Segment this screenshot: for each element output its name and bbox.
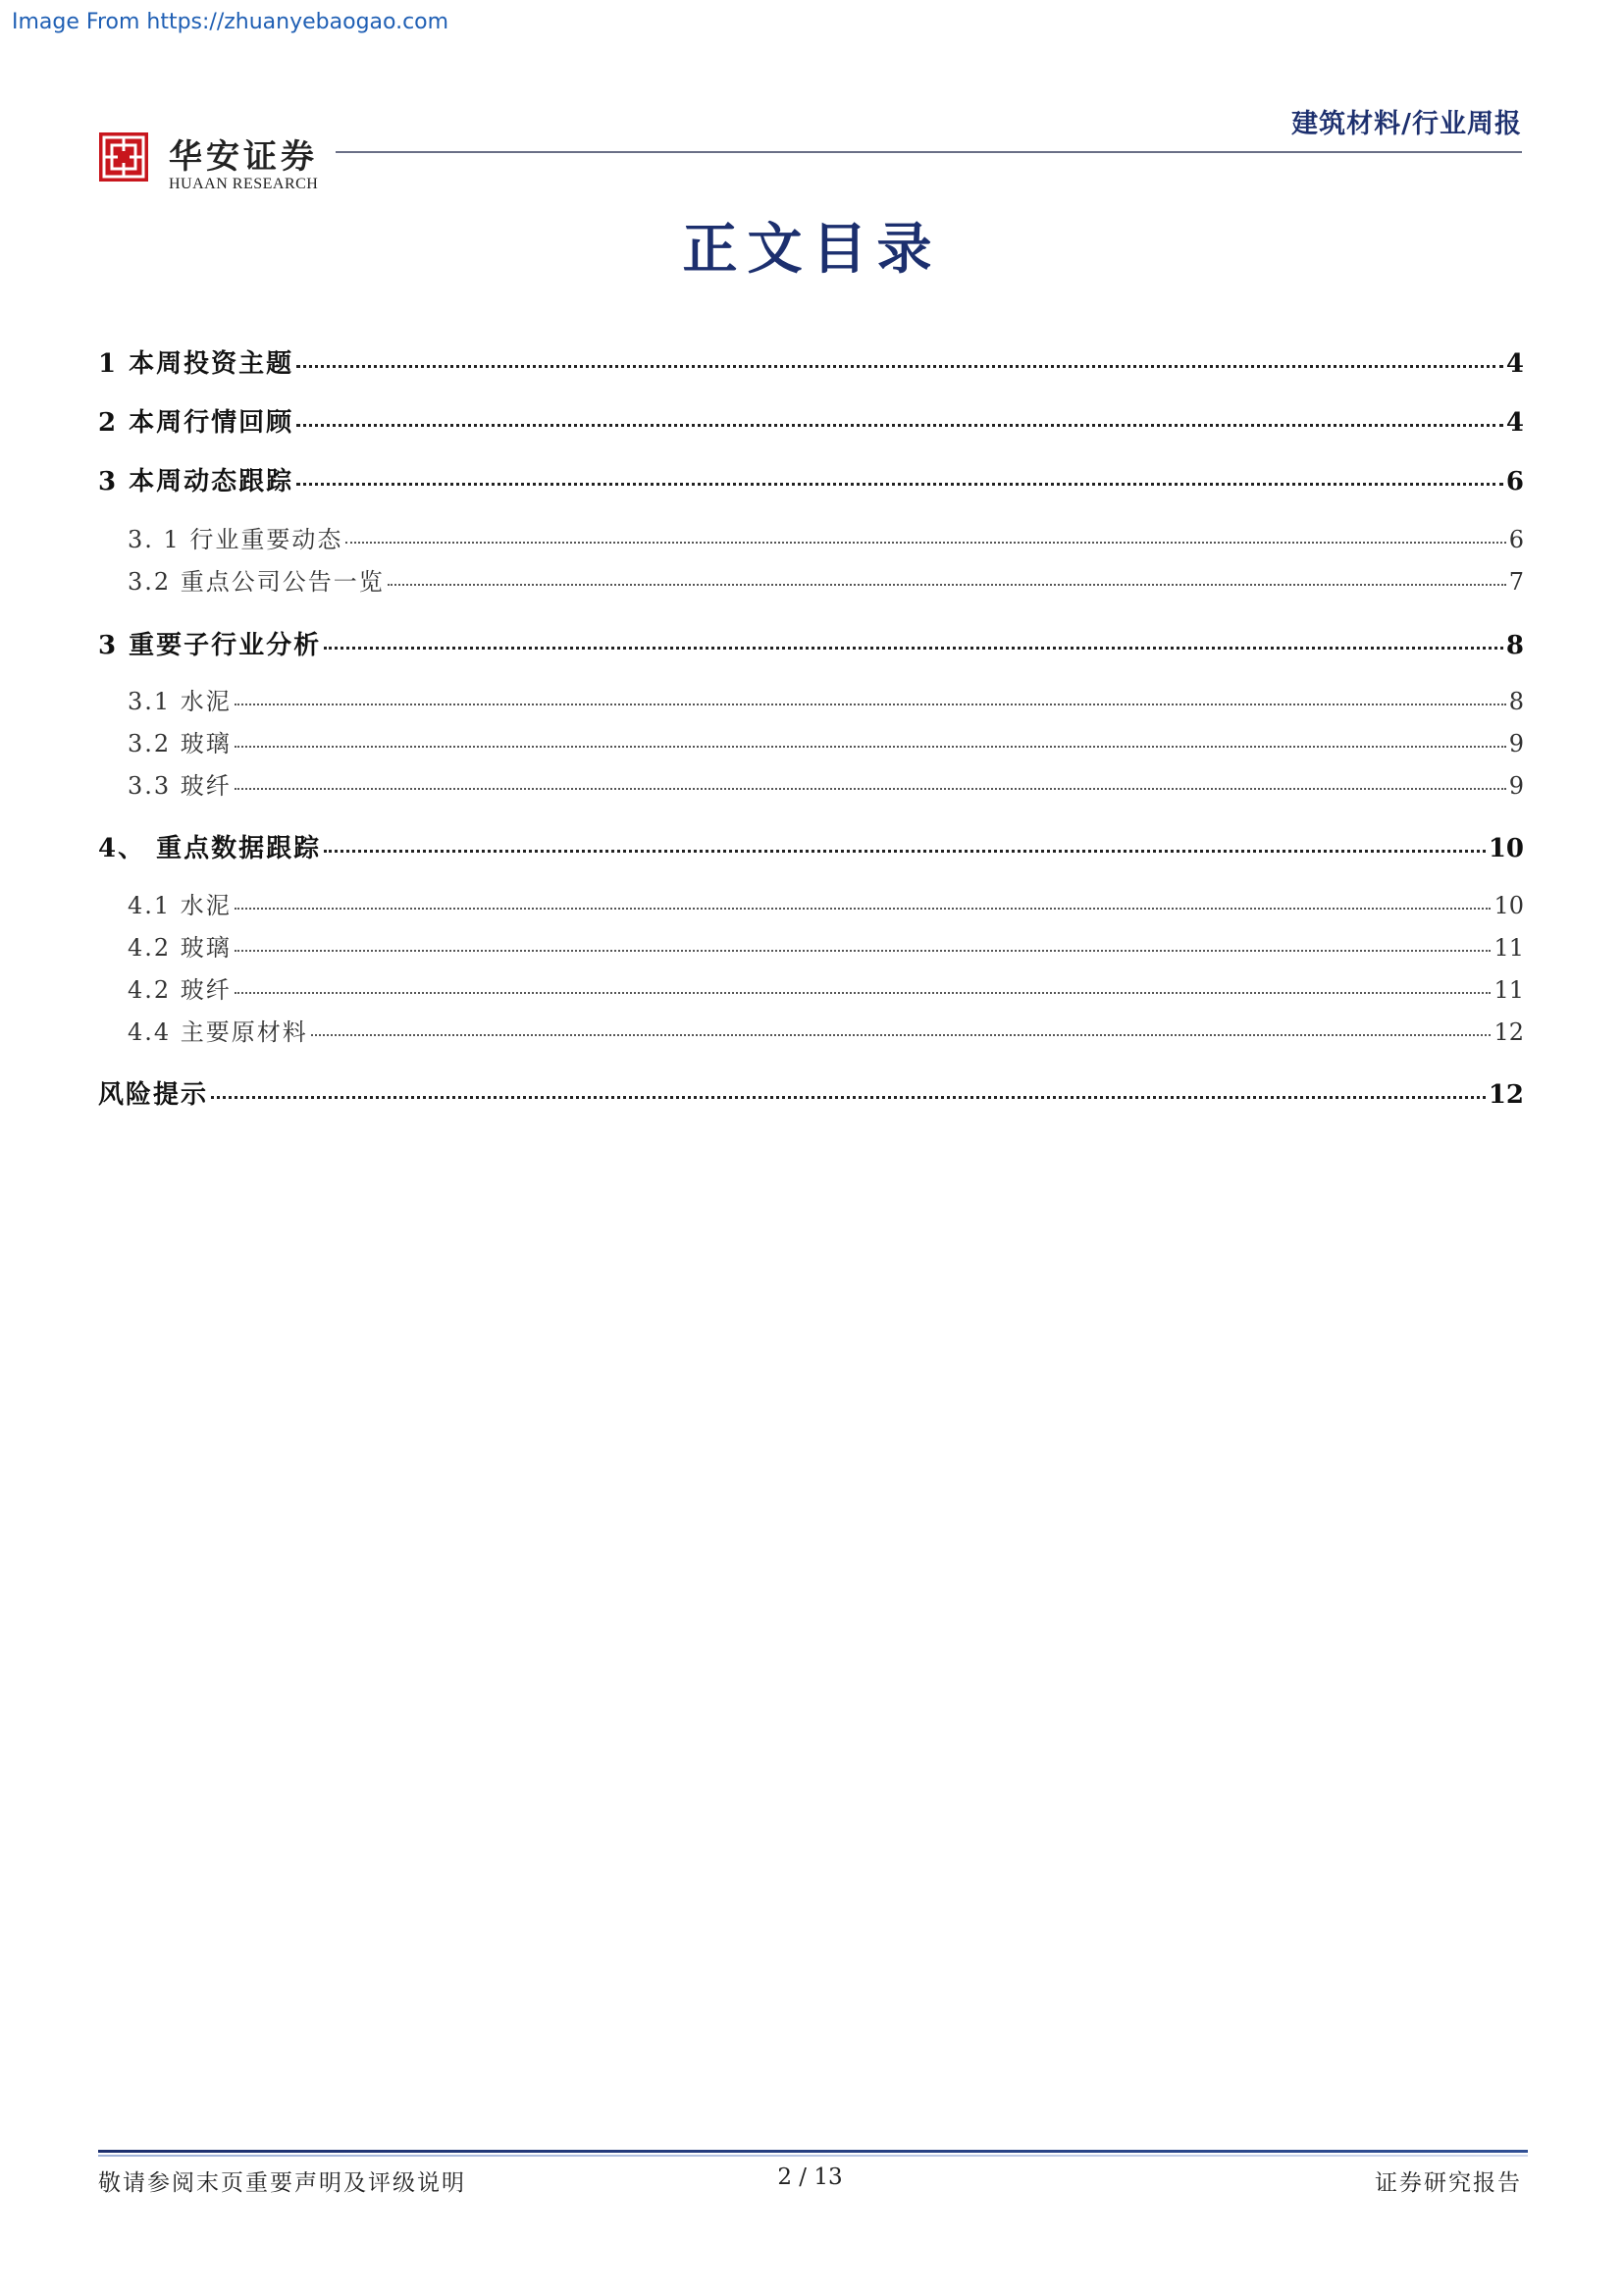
toc-entry-page: 4 xyxy=(1505,349,1524,379)
footer-report-type: 证券研究报告 xyxy=(1375,2170,1522,2196)
toc-entry[interactable] xyxy=(98,402,1524,439)
toc-entry[interactable] xyxy=(98,520,1524,554)
toc-entry[interactable] xyxy=(98,928,1524,963)
toc-dot-leader xyxy=(296,483,1503,486)
logo-english-name: HUAAN RESEARCH xyxy=(169,176,319,192)
toc-entry-page: 9 xyxy=(1508,772,1524,800)
toc-dot-leader xyxy=(235,950,1492,952)
toc-dot-leader xyxy=(296,424,1503,427)
toc-entry-title: 3.3 玻纤 xyxy=(128,772,232,800)
toc-entry-title: 1 本周投资主题 xyxy=(98,349,294,379)
page-title: 正文目录 xyxy=(682,217,942,282)
toc-entry[interactable] xyxy=(98,766,1524,801)
toc-entry-title: 3 本周动态跟踪 xyxy=(98,467,294,496)
source-watermark[interactable]: Image From https://zhuanyebaogao.com xyxy=(12,10,449,34)
toc-entry[interactable] xyxy=(98,970,1524,1005)
toc-entry-title: 风险提示 xyxy=(98,1080,209,1110)
toc-entry-title: 3.1 水泥 xyxy=(128,688,232,715)
toc-entry-title: 3 重要子行业分析 xyxy=(98,631,322,660)
toc-entry-title: 4.2 玻纤 xyxy=(128,976,232,1004)
toc-entry-page: 8 xyxy=(1505,631,1524,660)
toc-dot-leader xyxy=(235,992,1492,994)
toc-entry-title: 4.2 玻璃 xyxy=(128,934,232,962)
toc-entry-page: 10 xyxy=(1488,834,1524,863)
toc-dot-leader xyxy=(324,647,1503,650)
page-number: 2 / 13 xyxy=(777,2165,843,2190)
toc-entry[interactable] xyxy=(98,828,1524,864)
toc-entry-page: 10 xyxy=(1493,892,1524,919)
header-divider xyxy=(336,151,1522,153)
toc-dot-leader xyxy=(235,704,1506,705)
footer-disclaimer: 敬请参阅末页重要声明及评级说明 xyxy=(98,2170,466,2196)
toc-dot-leader xyxy=(388,584,1506,586)
page-footer xyxy=(98,2165,1522,2194)
toc-entry-page: 11 xyxy=(1493,934,1524,962)
toc-dot-leader xyxy=(324,850,1486,853)
toc-entry[interactable] xyxy=(98,343,1524,380)
report-category: 建筑材料/行业周报 xyxy=(1291,109,1522,139)
toc-entry-page: 8 xyxy=(1508,688,1524,715)
toc-entry-title: 3.2 重点公司公告一览 xyxy=(128,568,385,596)
toc-dot-leader xyxy=(296,365,1503,368)
toc-entry-page: 12 xyxy=(1493,1018,1524,1046)
toc-dot-leader xyxy=(235,746,1506,748)
toc-dot-leader xyxy=(235,908,1492,910)
toc-entry[interactable] xyxy=(98,1013,1524,1047)
toc-dot-leader xyxy=(345,542,1505,544)
toc-entry-page: 4 xyxy=(1505,408,1524,438)
toc-entry[interactable] xyxy=(98,724,1524,758)
toc-entry-title: 4.4 主要原材料 xyxy=(128,1018,308,1046)
toc-entry-page: 6 xyxy=(1505,467,1524,496)
toc-entry-title: 3. 1 行业重要动态 xyxy=(128,526,343,553)
toc-entry-title: 2 本周行情回顾 xyxy=(98,408,294,438)
toc-entry-title: 4、 重点数据跟踪 xyxy=(98,834,322,863)
company-logo xyxy=(98,130,334,198)
toc-dot-leader xyxy=(211,1096,1486,1099)
toc-entry[interactable] xyxy=(98,461,1524,497)
footer-divider xyxy=(98,2150,1528,2153)
toc-entry-page: 9 xyxy=(1508,730,1524,757)
toc-entry-page: 12 xyxy=(1488,1080,1524,1110)
toc-dot-leader xyxy=(311,1034,1492,1036)
toc-dot-leader xyxy=(235,788,1506,790)
toc-entry-page: 6 xyxy=(1508,526,1524,553)
toc-entry-title: 4.1 水泥 xyxy=(128,892,232,919)
toc-entry-title: 3.2 玻璃 xyxy=(128,730,232,757)
toc-entry[interactable] xyxy=(98,562,1524,597)
toc-entry[interactable] xyxy=(98,682,1524,716)
toc-entry-page: 11 xyxy=(1493,976,1524,1004)
toc-entry[interactable] xyxy=(98,886,1524,920)
logo-chinese-name: 华安证券 xyxy=(169,137,318,177)
toc-entry-page: 7 xyxy=(1508,568,1524,596)
toc-entry[interactable] xyxy=(98,625,1524,661)
toc-entry[interactable] xyxy=(98,1074,1524,1111)
huaan-seal-icon xyxy=(98,131,149,183)
footer-divider-accent xyxy=(98,2155,1528,2157)
